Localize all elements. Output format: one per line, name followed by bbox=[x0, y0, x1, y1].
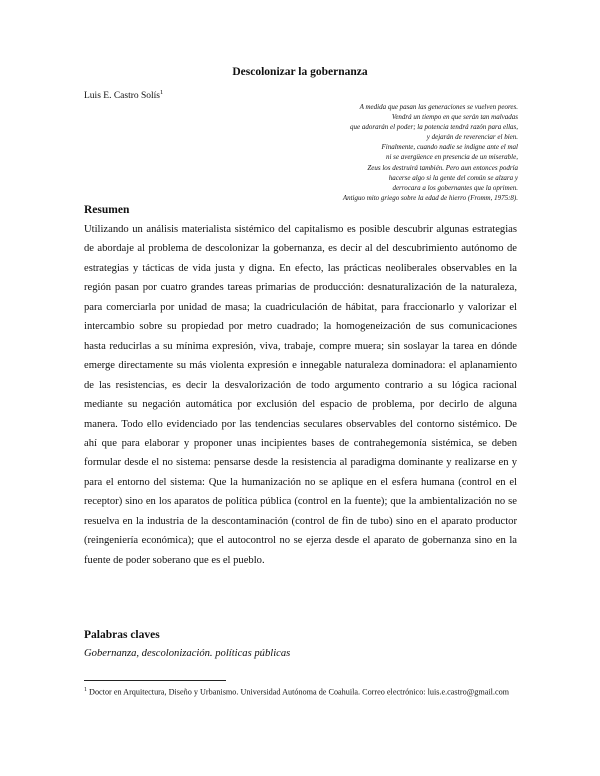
abstract-body: Utilizando un análisis materialista sistémico del capitalismo es posible descubrir algunas estrategias de abordaje al problema de descolonizar la gobernanza, es decir al del descubrimiento autónomo de estrategias y tácticas de vida justa y digna. En efecto, las prácticas neoliberales observables en la región pasan por cuatro grandes tareas primarias de producción: desnaturalización de la naturaleza, para comerciarla por unidad de masa; la cuadriculación de hábitat, para fraccionarlo y valorizar el intercambio sobre su propiedad por metro cuadrado; la homogeneización de sus comunicaciones hasta reducirlas a su mínima expresión, viva, trabaje, compre muera; sin soslayar la tarea en dónde emerge directamente su más violenta expresión e innegable naturaleza dominadora: el aplanamiento de las resistencias, es decir la desvalorización de todo argumento contrario a su lógica racional mediante su negación automática por exclusión del espacio de problema, por decirlo de alguna manera. Todo ello evidenciado por las tendencias seculares observables del contorno sistémico. De ahí que para elaborar y proponer unas incipientes bases de contrahegemonía sistémica, se deben formular desde el no sistema: pensarse desde la resistencia al paradigma dominante y realizarse en y para el entorno del sistema: Que la humanización no se aplique en el esfera humana (control en el receptor) sino en los aparatos de política pública (control en la fuente); que la ambientalización no se resuelva en la industria de la descontaminación (control de fin de tubo) sino en el aparato productor (reingeniería económica); que el autocontrol no se ejerza desde el aparato de gobernanza sino en la fuente de poder soberano que es el pueblo. bbox=[84, 224, 517, 566]
epigraph-citation: Antiguo mito griego sobre la edad de hierro (Fromm, 1975:8). bbox=[342, 193, 518, 202]
paper-title: Descolonizar la gobernanza bbox=[232, 66, 368, 78]
abstract-heading: Resumen bbox=[84, 204, 130, 216]
keywords-list: Gobernanza, descolonización. políticas públicas bbox=[84, 648, 291, 659]
epigraph-line: ni se avergüence en presencia de un miserable, bbox=[385, 153, 518, 162]
author-name: Luis E. Castro Solís bbox=[84, 91, 161, 102]
epigraph-line: hacerse algo si la gente del común se alzara y bbox=[388, 173, 518, 182]
author-line bbox=[84, 89, 163, 101]
author-footnote-mark: 1 bbox=[160, 89, 164, 96]
epigraph bbox=[188, 102, 518, 203]
keywords-heading: Palabras claves bbox=[84, 629, 160, 641]
epigraph-line: que adorarán el poder; la potencia tendrá razón para ellas, bbox=[350, 123, 518, 132]
footnote-text: Doctor en Arquitectura, Diseño y Urbanismo. Universidad Autónoma de Coahuila. Correo electrónico: luis.e.castro@gmail.com bbox=[87, 687, 510, 697]
epigraph-line: Zeus los destruirá también. Pero aun entonces podría bbox=[367, 163, 518, 172]
epigraph-line: Vendrá un tiempo en que serán tan malvadas bbox=[391, 113, 518, 122]
epigraph-line: Finalmente, cuando nadie se indigne ante el mal bbox=[381, 143, 518, 152]
epigraph-line: A medida que pasan las generaciones se vuelven peores. bbox=[359, 103, 518, 111]
footnote-mark: 1 bbox=[84, 687, 87, 693]
epigraph-line: y dejarán de reverenciar el bien. bbox=[426, 133, 518, 142]
epigraph-line: derrocara a los gobernantes que la oprimen. bbox=[392, 183, 518, 192]
footnote bbox=[84, 684, 517, 699]
footnote-divider bbox=[84, 680, 226, 681]
